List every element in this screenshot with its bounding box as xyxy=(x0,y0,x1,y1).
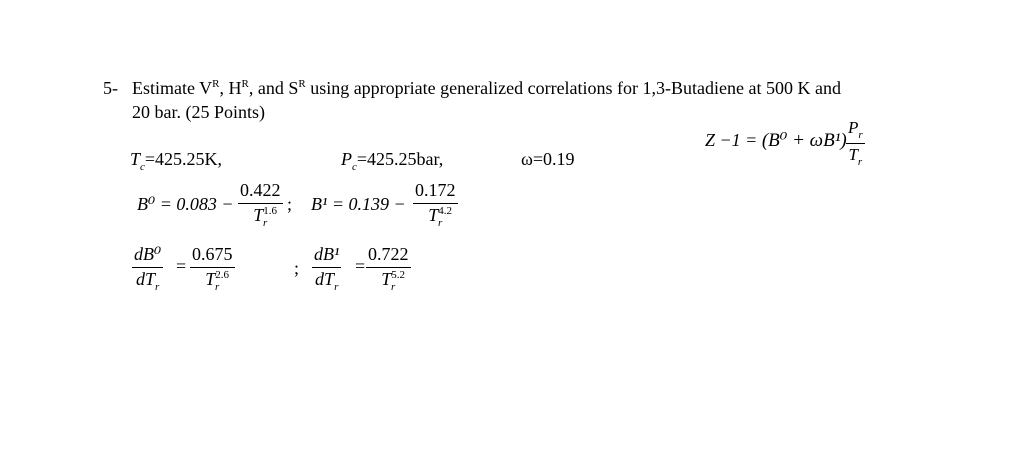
db0-fraction-num: dB⁰ xyxy=(134,244,162,264)
z-equation xyxy=(705,131,847,150)
question-text-b: , H xyxy=(219,78,242,98)
db1-equals: = xyxy=(355,256,366,276)
db1-rhs-num: 0.722 xyxy=(368,244,409,264)
superscript-r-s: R xyxy=(298,78,306,90)
critical-temperature: $T_c=425.25K$, xyxy=(130,149,223,173)
db0-equals: = xyxy=(176,256,187,276)
question-text-d: using appropriate generalized correlations for 1,3-Butadiene at 500 K and xyxy=(305,78,841,98)
acentric-factor: ω=0.19 xyxy=(521,149,575,169)
db0-fraction-bar xyxy=(132,267,163,268)
b1-fraction-den: $T^{4.2}_r$ xyxy=(428,205,452,229)
db0-rhs-fraction xyxy=(190,244,235,293)
db0-fraction xyxy=(132,244,163,293)
b0-fraction-bar xyxy=(238,203,283,204)
db1-rhs-den: $T^{5.2}_r$ xyxy=(381,269,405,293)
separator-semicolon-2: ; xyxy=(294,258,300,278)
b0-lhs: B⁰ = 0.083 − xyxy=(137,194,234,214)
db1-fraction-den: $dT_r$ xyxy=(315,269,339,293)
db0-rhs-num: 0.675 xyxy=(192,244,233,264)
z-fraction xyxy=(846,118,865,168)
b1-lhs: B¹ = 0.139 − xyxy=(311,194,406,214)
b1-fraction-bar xyxy=(413,203,458,204)
z-fraction-bar xyxy=(846,143,865,144)
b0-fraction-den: $T^{1.6}_r$ xyxy=(253,205,277,229)
db0-rhs-bar xyxy=(190,267,235,268)
z-fraction-den: $T_r$ xyxy=(848,145,863,168)
superscript-r-h: R xyxy=(241,78,249,90)
question-text-a: Estimate V xyxy=(132,78,213,98)
db0-fraction-den: $dT_r$ xyxy=(135,269,160,293)
z-paren: (B⁰ + ωB¹) xyxy=(761,130,847,151)
question-text-c: , and S xyxy=(248,78,299,98)
separator-semicolon-1: ; xyxy=(287,194,293,214)
b0-fraction xyxy=(238,180,283,229)
critical-pressure: $P_c=425.25bar$, xyxy=(341,149,444,173)
z-lhs: Z −1 = xyxy=(705,130,762,150)
db1-fraction xyxy=(312,244,341,293)
db0-rhs-den: $T^{2.6}_r$ xyxy=(205,269,229,293)
db1-rhs-fraction xyxy=(366,244,411,293)
question-number: 5- xyxy=(103,78,118,98)
question-line-1 xyxy=(132,79,841,97)
db1-fraction-num: dB¹ xyxy=(314,244,340,264)
b1-fraction xyxy=(413,180,458,229)
superscript-r-v: R xyxy=(212,78,220,90)
b1-fraction-num: 0.172 xyxy=(415,180,456,200)
db1-rhs-bar xyxy=(366,267,411,268)
db1-fraction-bar xyxy=(312,267,341,268)
z-fraction-num: $P_r$ xyxy=(848,118,863,141)
question-line-2: 20 bar. (25 Points) xyxy=(132,102,265,122)
b0-fraction-num: 0.422 xyxy=(240,180,281,200)
